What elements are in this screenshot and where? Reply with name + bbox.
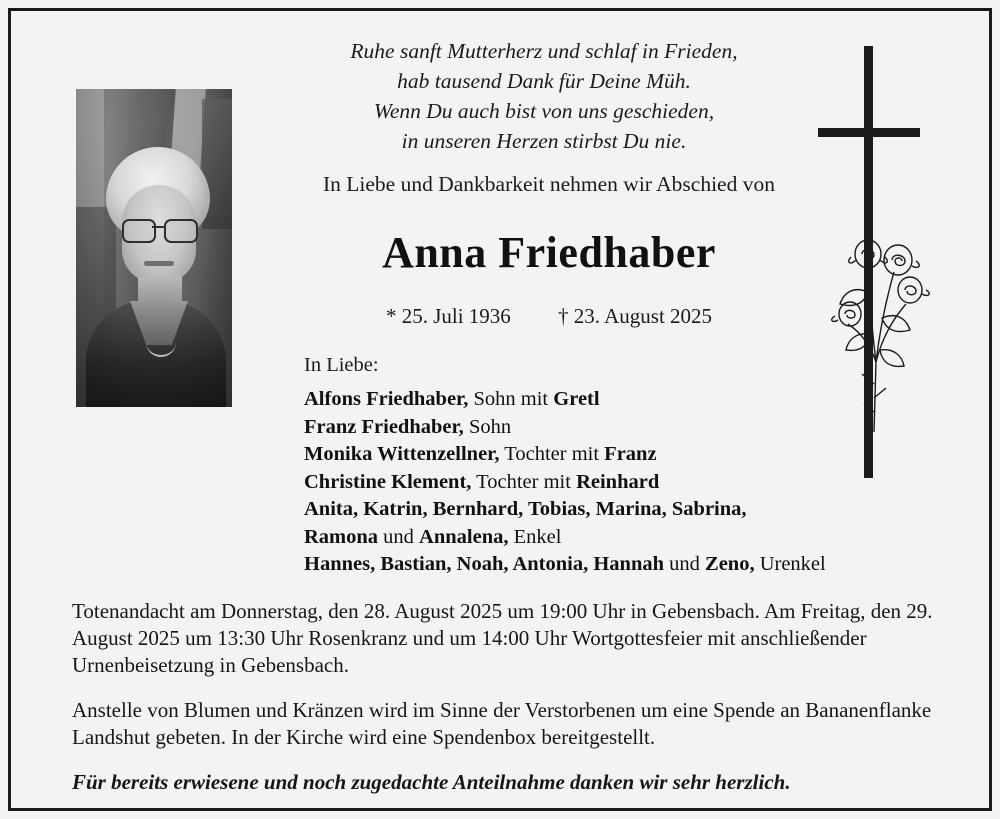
family-name-bold: Monika Wittenzellner,: [304, 443, 500, 465]
verse-block: [264, 36, 824, 156]
family-relation: Sohn: [463, 415, 512, 438]
family-relation: Tochter mit: [471, 470, 577, 493]
family-partner-bold: Gretl: [553, 388, 600, 410]
family-partner-bold: Reinhard: [576, 470, 660, 493]
family-relation: und: [664, 553, 706, 575]
family-name-bold: Alfons Friedhaber,: [304, 388, 469, 410]
family-name-bold: Ramona: [304, 525, 379, 548]
list-item: [304, 551, 964, 579]
family-relation: Sohn mit: [468, 388, 554, 410]
list-item: [304, 441, 964, 469]
family-relation-tail: Enkel: [508, 525, 562, 548]
page-content: [14, 14, 986, 805]
family-partner-bold: Annalena,: [419, 525, 509, 548]
family-heading: In Liebe:: [304, 354, 379, 376]
family-name-bold: Franz Friedhaber,: [304, 415, 464, 438]
birth-date: * 25. Juli 1936: [385, 304, 511, 328]
family-name-bold: Christine Klement,: [304, 470, 472, 493]
portrait-photo: [76, 89, 232, 407]
notes-block: [72, 598, 956, 796]
photo-vignette: [76, 89, 232, 407]
list-item: [304, 386, 964, 414]
intro-text: In Liebe und Dankbarkeit nehmen wir Abschied von: [323, 172, 775, 196]
family-partner-bold: Franz: [604, 443, 657, 465]
verse-line-1: Ruhe sanft Mutterherz und schlaf in Frieden,: [350, 39, 738, 63]
list-item: [304, 524, 964, 552]
life-dates: [264, 304, 834, 329]
list-item: [304, 496, 964, 524]
closing-thanks: Für bereits erwiesene und noch zugedachte Anteilnahme danken wir sehr herzlich.: [72, 770, 791, 794]
family-relation: Tochter mit: [499, 443, 605, 465]
list-item: [304, 469, 964, 497]
family-partner-bold: Zeno,: [705, 553, 755, 575]
verse-line-4: in unseren Herzen stirbst Du nie.: [401, 129, 687, 153]
verse-line-3: Wenn Du auch bist von uns geschieden,: [373, 99, 715, 123]
family-name-bold: Hannes, Bastian, Noah, Antonia, Hannah: [304, 553, 665, 575]
family-list: [304, 386, 964, 579]
family-relation: und: [378, 525, 420, 548]
family-name-bold: Anita, Katrin, Bernhard, Tobias, Marina, Sabrina,: [304, 498, 747, 520]
verse-line-2: hab tausend Dank für Deine Müh.: [397, 69, 691, 93]
deceased-name: Anna Friedhaber: [382, 228, 716, 277]
family-relation-tail: Urenkel: [754, 553, 826, 575]
donation-info: Anstelle von Blumen und Kränzen wird im Sinne der Verstorbenen um eine Spende an Bananenflanke Landshut gebeten. In der Kirche wird eine Spendenbox bereitgestellt.: [72, 698, 932, 749]
list-item: [304, 414, 964, 442]
service-info: Totenandacht am Donnerstag, den 28. August 2025 um 19:00 Uhr in Gebensbach. Am Freitag, den 29. August 2025 um 13:30 Uhr Rosenkranz und um 14:00 Uhr Wortgottesfeier mit anschließender Urnenbeisetzung in Gebensbach.: [72, 599, 933, 677]
death-date: † 23. August 2025: [558, 304, 713, 328]
